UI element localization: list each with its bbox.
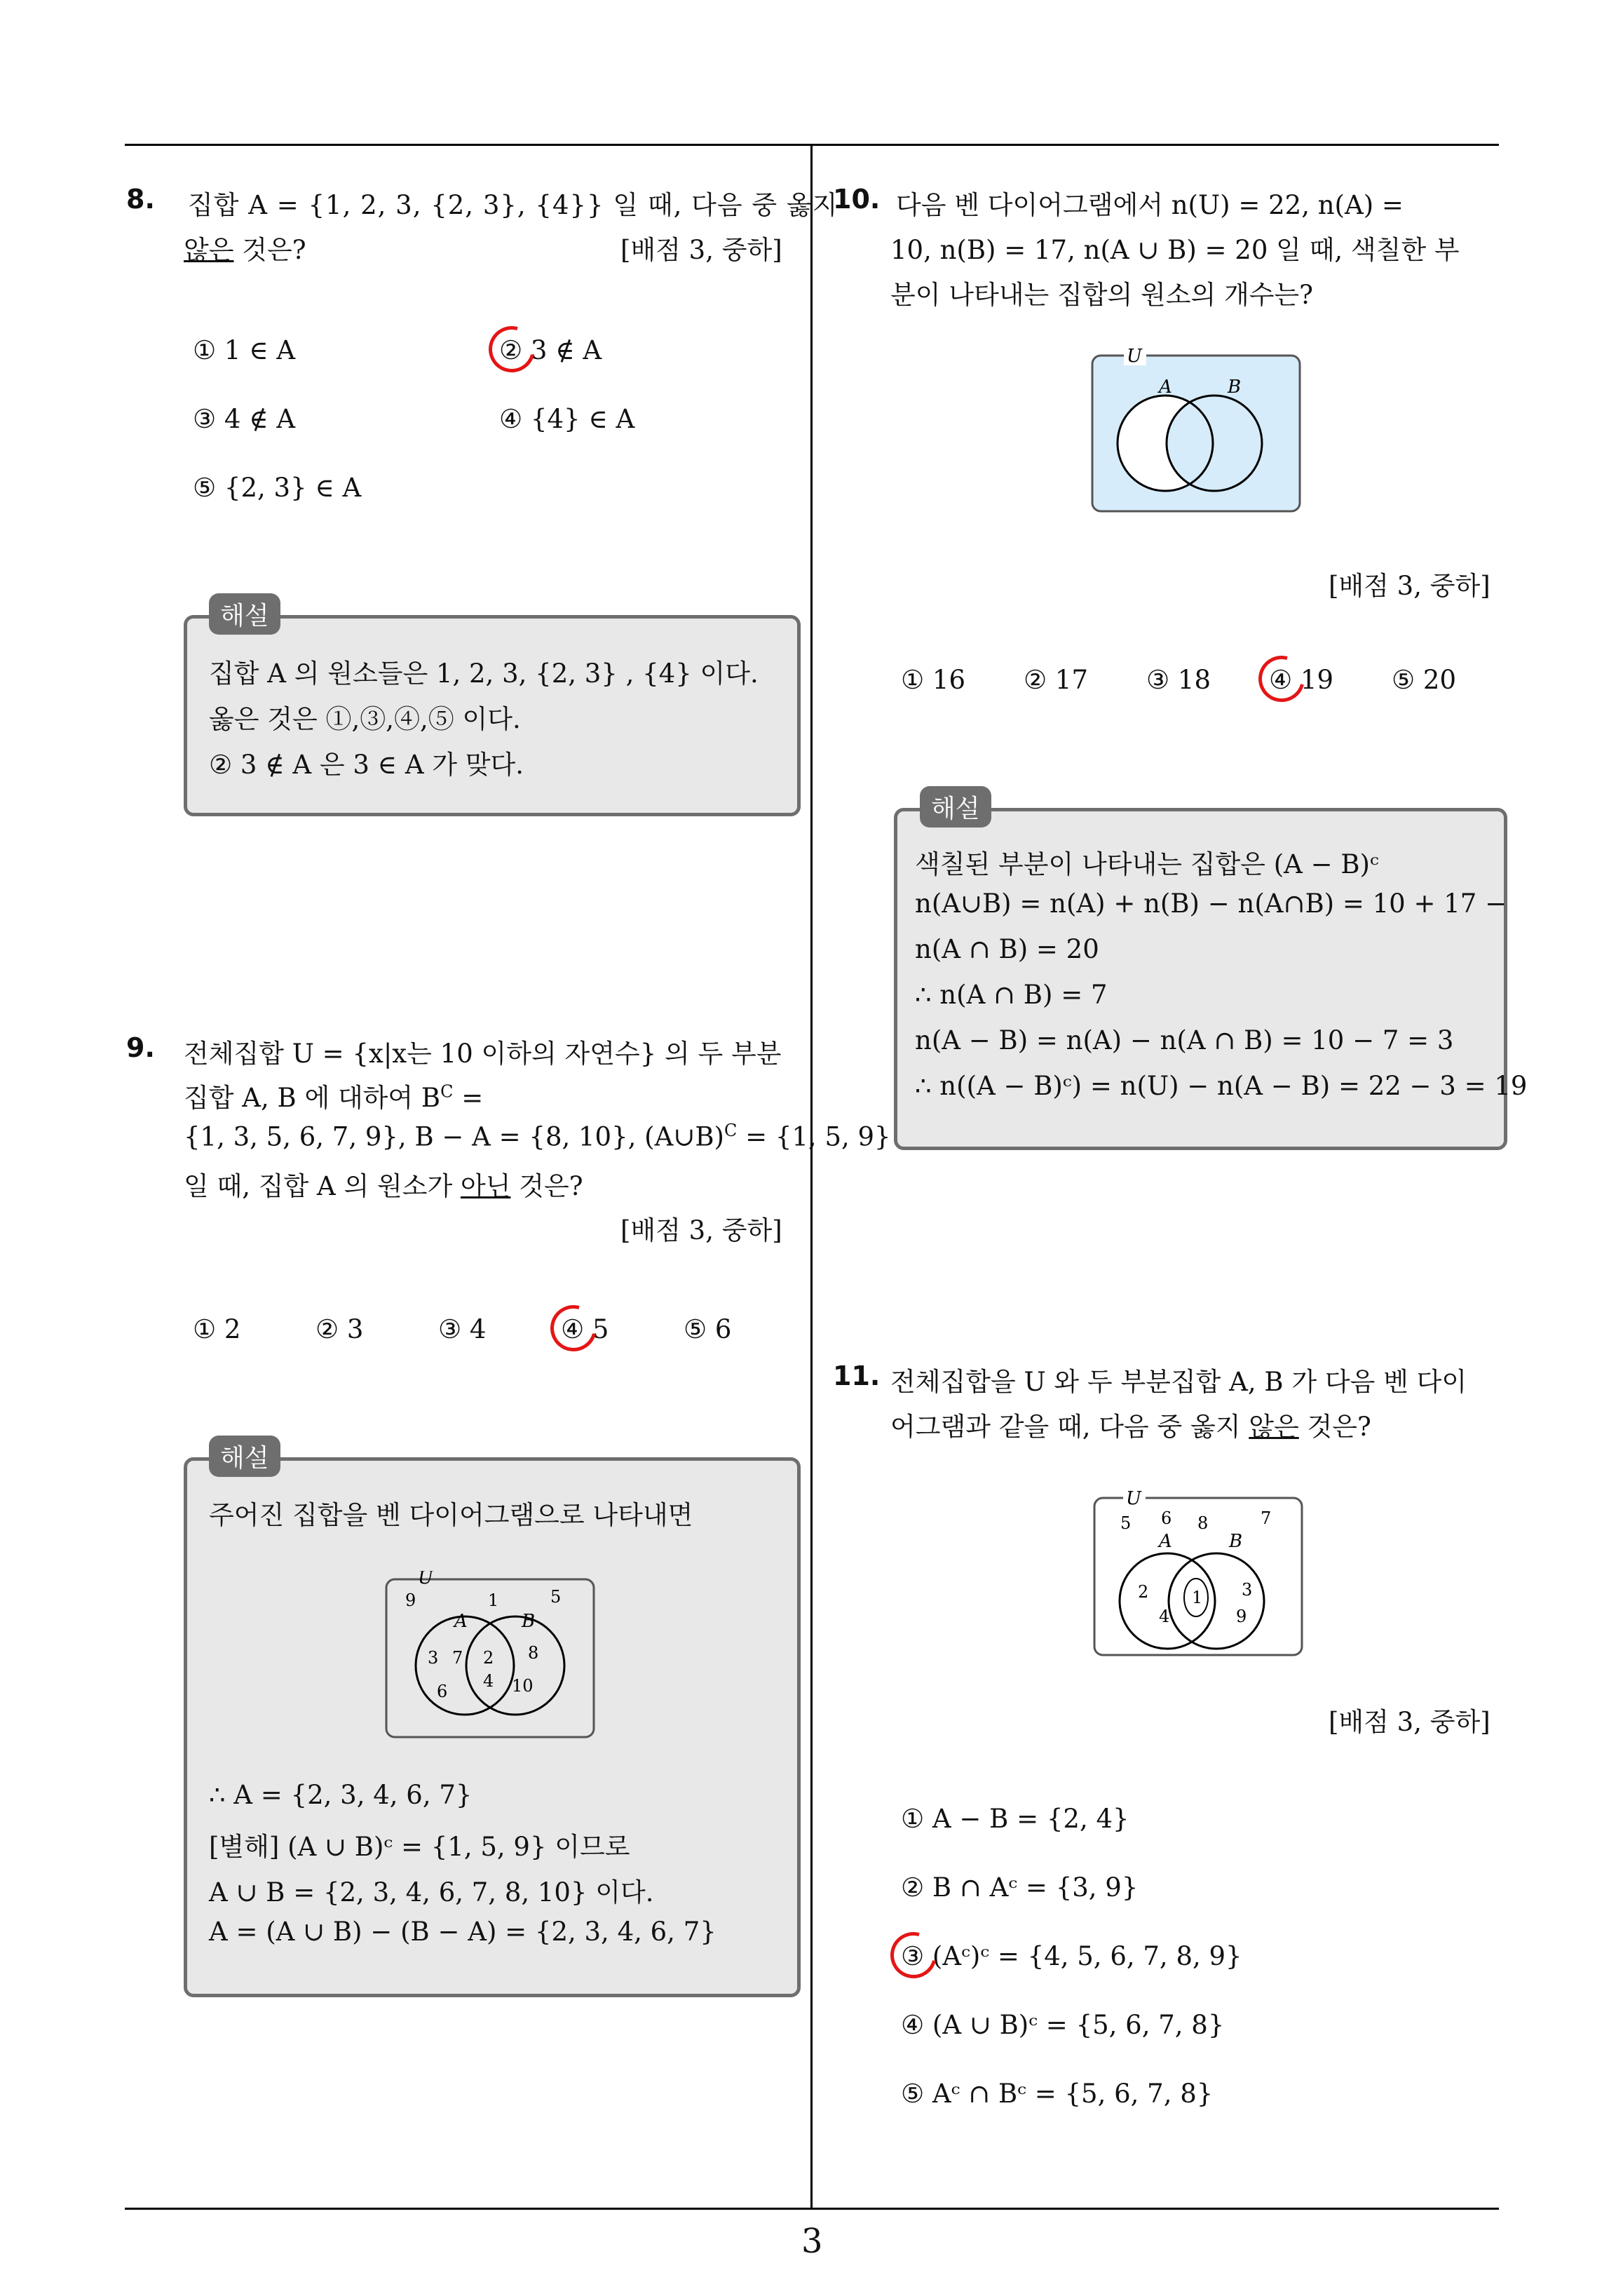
explanation-line: [별해] (A ∪ B)ᶜ = {1, 5, 9} 이므로: [209, 1832, 630, 1862]
choice-5[interactable]: ⑤ Aᶜ ∩ Bᶜ = {5, 6, 7, 8}: [901, 2079, 1214, 2109]
choice-4[interactable]: ④ {4} ∈ A: [499, 404, 635, 434]
venn-u-label: U: [1126, 1488, 1141, 1509]
venn-element: 7: [452, 1648, 463, 1668]
explanation-tag: 해설: [920, 786, 991, 828]
question-text-fragment: = {1, 5, 9}: [737, 1121, 891, 1152]
venn-element: 9: [1236, 1607, 1247, 1626]
venn-element: 5: [1120, 1513, 1132, 1533]
venn-element: 8: [1197, 1513, 1209, 1533]
explanation-line: A ∪ B = {2, 3, 4, 6, 7, 8, 10} 이다.: [209, 1877, 654, 1907]
answer-mark: [480, 318, 543, 381]
choice-1[interactable]: ① A − B = {2, 4}: [901, 1804, 1129, 1834]
question-text-line: 전체집합을 U 와 두 부분집합 A, B 가 다음 벤 다이: [890, 1367, 1467, 1397]
score-label: [배점 3, 중하]: [620, 1215, 782, 1245]
choice-2[interactable]: ② 3 ∉ A: [499, 335, 602, 365]
page-number: 3: [801, 2222, 823, 2261]
venn-element: 5: [550, 1587, 562, 1607]
choice-3[interactable]: ③ (Aᶜ)ᶜ = {4, 5, 6, 7, 8, 9}: [901, 1941, 1242, 1971]
venn-b-label: B: [1228, 377, 1242, 398]
venn-a-label: A: [1159, 1531, 1172, 1552]
question-text-line: [184, 1076, 483, 1114]
choice-3[interactable]: ③ 4: [438, 1314, 487, 1344]
choice-1[interactable]: ① 16: [901, 665, 966, 695]
venn-element: 6: [437, 1682, 448, 1701]
explanation-line: 색칠된 부분이 나타내는 집합은 (A − B)ᶜ: [915, 849, 1379, 879]
venn-a-label: A: [1159, 377, 1172, 398]
explanation-tag: 해설: [209, 1436, 280, 1477]
venn-element: 3: [428, 1648, 439, 1668]
choice-4[interactable]: ④ 19: [1269, 665, 1334, 695]
explanation-line: n(A∪B) = n(A) + n(B) − n(A∩B) = 10 + 17 −: [915, 889, 1507, 919]
question-text-line: 다음 벤 다이어그램에서 n(U) = 22, n(A) =: [896, 190, 1404, 220]
choice-4[interactable]: ④ (A ∪ B)ᶜ = {5, 6, 7, 8}: [901, 2010, 1225, 2040]
venn-b-label: B: [522, 1611, 536, 1632]
question-text-line: 10, n(B) = 17, n(A ∪ B) = 20 일 때, 색칠한 부: [890, 235, 1460, 265]
choice-2[interactable]: ② 17: [1024, 665, 1089, 695]
explanation-line: 옳은 것은 ①,③,④,⑤ 이다.: [209, 704, 521, 734]
choice-2[interactable]: ② B ∩ Aᶜ = {3, 9}: [901, 1872, 1139, 1903]
venn-element: 8: [528, 1643, 539, 1663]
explanation-line: 집합 A 의 원소들은 1, 2, 3, {2, 3} , {4} 이다.: [209, 659, 759, 689]
explanation-line: ∴ n((A − B)ᶜ) = n(U) − n(A − B) = 22 − 3 = 19: [915, 1071, 1528, 1101]
explanation-line: n(A ∩ B) = 20: [915, 934, 1099, 964]
question-text-line: [184, 1121, 891, 1152]
explanation-line: ∴ A = {2, 3, 4, 6, 7}: [209, 1780, 473, 1810]
venn-diagram-shaded: [1090, 344, 1304, 515]
bottom-rule: [125, 2208, 1499, 2210]
venn-diagram: [1092, 1485, 1306, 1658]
venn-u-label: U: [418, 1571, 433, 1588]
score-label: [배점 3, 중하]: [1329, 1707, 1490, 1737]
score-label: [배점 3, 중하]: [620, 235, 782, 265]
question-number: 9.: [126, 1032, 155, 1063]
score-label: [배점 3, 중하]: [1329, 571, 1490, 601]
choice-1[interactable]: ① 1 ∈ A: [193, 335, 296, 365]
question-text-line: [890, 1405, 1371, 1443]
question-text-line: 집합 A = {1, 2, 3, {2, 3}, {4}} 일 때, 다음 중 옳지: [188, 190, 838, 220]
question-text-line: [184, 1165, 583, 1203]
choice-3[interactable]: ③ 4 ∉ A: [193, 404, 296, 434]
question-text-fragment: 것은?: [1298, 1412, 1371, 1442]
explanation-tag: 해설: [209, 593, 280, 635]
question-text-fragment: 것은?: [510, 1171, 583, 1201]
venn-element: 4: [483, 1671, 494, 1691]
underlined-word: 않은: [1249, 1412, 1299, 1442]
choice-5[interactable]: ⑤ {2, 3} ∈ A: [193, 473, 362, 503]
choice-3[interactable]: ③ 18: [1146, 665, 1211, 695]
explanation-line: 주어진 집합을 벤 다이어그램으로 나타내면: [209, 1500, 693, 1530]
venn-element: 4: [1159, 1607, 1170, 1626]
superscript: C: [724, 1121, 738, 1140]
question-number: 8.: [126, 184, 155, 215]
explanation-line: n(A − B) = n(A) − n(A ∩ B) = 10 − 7 = 3: [915, 1025, 1454, 1055]
choice-5[interactable]: ⑤ 6: [684, 1314, 732, 1344]
question-text-line: 분이 나타내는 집합의 원소의 개수는?: [890, 280, 1314, 310]
explanation-line: ② 3 ∉ A 은 3 ∈ A 가 맞다.: [209, 750, 524, 780]
venn-u-label: U: [1127, 346, 1142, 367]
explanation-line: A = (A ∪ B) − (B − A) = {2, 3, 4, 6, 7}: [209, 1917, 717, 1947]
choice-2[interactable]: ② 3: [315, 1314, 364, 1344]
answer-mark: [542, 1297, 605, 1360]
venn-b-label: B: [1229, 1531, 1243, 1552]
choice-5[interactable]: ⑤ 20: [1392, 665, 1457, 695]
venn-element: 6: [1161, 1508, 1172, 1528]
choice-1[interactable]: ① 2: [193, 1314, 241, 1344]
answer-mark: [882, 1924, 945, 1987]
venn-element: 2: [1138, 1582, 1149, 1602]
venn-element: 1: [1192, 1588, 1203, 1607]
question-number: 10.: [833, 184, 881, 215]
venn-element: 2: [483, 1648, 494, 1668]
choice-4[interactable]: ④ 5: [561, 1314, 609, 1344]
question-text-fragment: 일 때, 집합 A 의 원소가: [184, 1171, 461, 1201]
column-divider: [810, 144, 813, 2209]
superscript: C: [440, 1081, 454, 1102]
question-text-line: 전체집합 U = {x|x는 10 이하의 자연수} 의 두 부분: [184, 1039, 782, 1069]
explanation-line: ∴ n(A ∩ B) = 7: [915, 980, 1108, 1010]
underlined-word: 아닌: [460, 1171, 511, 1201]
question-text-fragment: {1, 3, 5, 6, 7, 9}, B − A = {8, 10}, (A∪B): [184, 1121, 724, 1152]
question-text-fragment: 어그램과 같을 때, 다음 중 옳지: [890, 1412, 1249, 1442]
venn-element: 1: [488, 1591, 499, 1610]
venn-diagram: [384, 1571, 596, 1739]
underlined-word: 않은: [184, 235, 234, 265]
answer-mark: [1250, 647, 1313, 710]
question-number: 11.: [833, 1360, 881, 1391]
question-text-fragment: =: [453, 1083, 484, 1113]
venn-element: 9: [405, 1591, 416, 1610]
question-text-fragment: 집합 A, B 에 대하여 B: [184, 1083, 441, 1113]
venn-a-label: A: [454, 1611, 468, 1632]
venn-element: 7: [1261, 1508, 1272, 1528]
venn-element: 10: [512, 1676, 534, 1696]
question-text-line: [184, 229, 306, 266]
venn-element: 3: [1242, 1580, 1253, 1600]
question-text-fragment: 것은?: [233, 235, 306, 265]
